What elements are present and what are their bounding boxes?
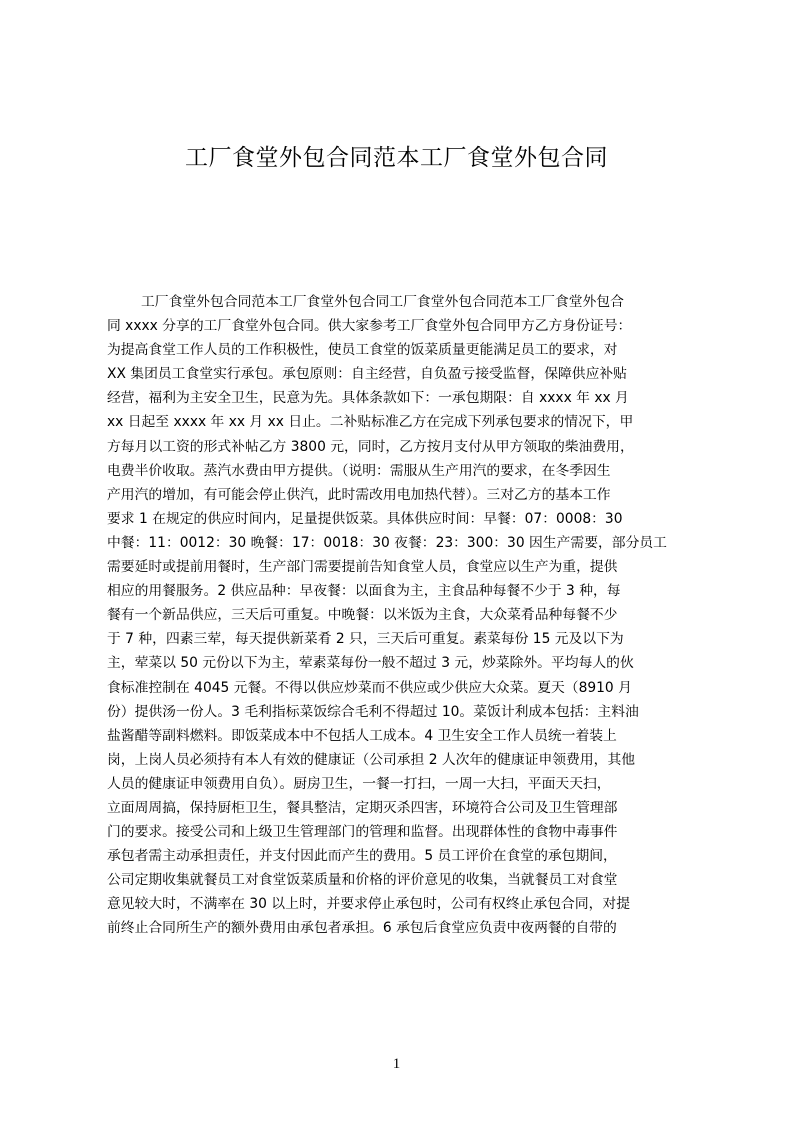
page-number: 1	[392, 1056, 401, 1072]
body-line: 立面周周搞，保持厨柜卫生，餐具整洁，定期灭杀四害，环境符合公司及卫生管理部	[107, 799, 618, 816]
body-line: xx 日起至 xxxx 年 xx 月 xx 日止。二补贴标准乙方在完成下列承包要求的情况下，甲	[107, 414, 634, 431]
body-line: 同 xxxx 分享的工厂食堂外包合同。供大家参考工厂食堂外包合同甲方乙方身份证号：	[107, 318, 632, 335]
body-line: 中餐：11：0012：30 晚餐：17：0018：30 夜餐：23：300：30 因生产需要，部分员工	[107, 534, 667, 551]
body-line: 前终止合同所生产的额外费用由承包者承担。6 承包后食堂应负责中夜两餐的自带的	[107, 920, 617, 937]
body-line: 餐有一个新品供应，三天后可重复。中晚餐：以米饭为主食，大众菜肴品种每餐不少	[107, 607, 618, 624]
body-line: 盐酱醋等副料燃料。即饭菜成本中不包括人工成本。4 卫生安全工作人员统一着装上	[107, 727, 617, 744]
document-body	[107, 290, 697, 941]
body-line: 食标准控制在 4045 元餐。不得以供应炒菜而不供应或少供应大众菜。夏天（8910 月	[107, 679, 632, 696]
body-line: 门的要求。接受公司和上级卫生管理部门的管理和监督。出现群体性的食物中毒事件	[107, 824, 618, 841]
body-line: 方每月以工资的形式补帖乙方 3800 元，同时，乙方按月支付从甲方领取的柴油费用，	[107, 438, 634, 455]
body-line: 工厂食堂外包合同范本工厂食堂外包合同工厂食堂外包合同范本工厂食堂外包合	[141, 294, 624, 310]
body-line: 相应的用餐服务。2 供应品种：早夜餐：以面食为主，主食品种每餐不少于 3 种，每	[107, 583, 621, 600]
body-line: 需要延时或提前用餐时，生产部门需要提前告知食堂人员，食堂应以生产为重，提供	[107, 559, 618, 576]
body-line: 承包者需主动承担责任，并支付因此而产生的费用。5 员工评价在食堂的承包期间，	[107, 848, 617, 865]
body-line: 产用汽的增加，有可能会停止供汽，此时需改用电加热代替）。三对乙方的基本工作	[107, 486, 611, 503]
body-line: 意见较大时，不满率在 30 以上时，并要求停止承包时，公司有权终止承包合同，对提	[107, 896, 631, 913]
document-title: 工厂食堂外包合同范本工厂食堂外包合同	[185, 145, 608, 171]
body-line: 要求 1 在规定的供应时间内，足量提供饭菜。具体供应时间：早餐：07：0008：30	[107, 510, 623, 527]
body-line: XX 集团员工食堂实行承包。承包原则：自主经营，自负盈亏接受监督，保障供应补贴	[107, 366, 627, 383]
body-line: 公司定期收集就餐员工对食堂饭菜质量和价格的评价意见的收集，当就餐员工对食堂	[107, 872, 618, 889]
body-line: 岗，上岗人员必须持有本人有效的健康证（公司承担 2 人次年的健康证申领费用，其他	[107, 751, 636, 768]
body-line: 人员的健康证申领费用自负）。厨房卫生，一餐一打扫，一周一大扫，平面天天扫，	[107, 775, 611, 792]
body-line: 主，荤菜以 50 元份以下为主，荤素菜每份一般不超过 3 元，炒菜除外。平均每人的伙	[107, 655, 634, 672]
body-line: 为提高食堂工作人员的工作积极性，使员工食堂的饭菜质量更能满足员工的要求，对	[107, 342, 618, 359]
body-line: 于 7 种，四素三荤，每天提供新菜肴 2 只，三天后可重复。素菜每份 15 元及以下为	[107, 631, 624, 648]
body-line: 电费半价收取。蒸汽水费由甲方提供。（说明：需服从生产用汽的要求，在冬季因生	[107, 462, 611, 479]
body-line: 经营，福利为主安全卫生，民意为先。具体条款如下：一承包期限：自 xxxx 年 xx 月	[107, 390, 629, 407]
body-line: 份）提供汤一份人。3 毛利指标菜饭综合毛利不得超过 10。菜饭计利成本包括：主料油	[107, 703, 639, 720]
